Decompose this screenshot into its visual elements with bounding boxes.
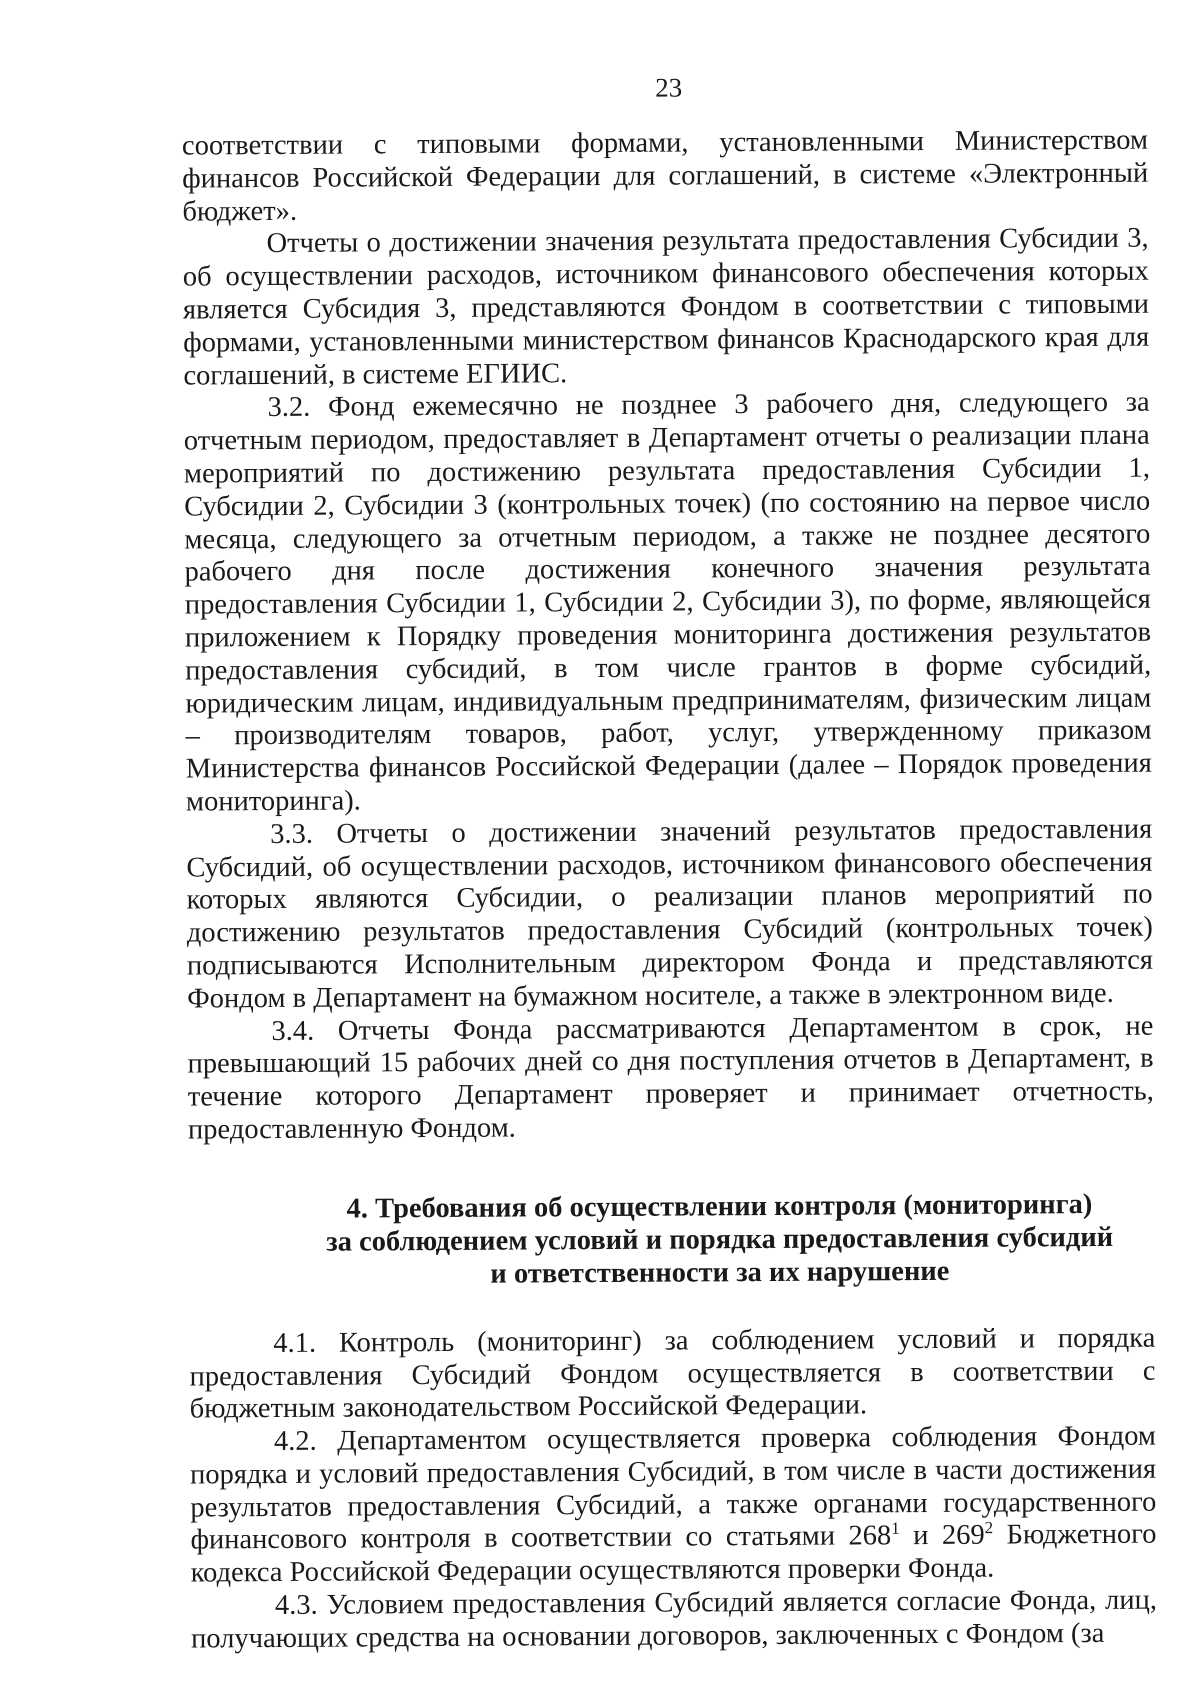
paragraph-3-4: 3.4. Отчеты Фонда рассматриваются Департаментом в срок, не превышающий 15 рабочих дней со дня поступления отчетов в Департамент, в течение которого Департамент проверяет и принимает отчетность, предоставленную Фондом. (187, 1010, 1154, 1146)
paragraph-reports-subsidy-3: Отчеты о достижении значения результата предоставления Субсидии 3, об осуществлении расходов, источником финансового обеспечения которых является Субсидия 3, представляются Фондом в соответствии с типовыми формами, установленными министерством финансов Краснодарского края для соглашений, в системе ЕГИИС. (182, 223, 1150, 392)
section-heading-line-3: и ответственности за их нарушение (490, 1255, 950, 1290)
paragraph-4-1: 4.1. Контроль (мониторинг) за соблюдением условий и порядка предоставления Субсидий Фондом осуществляется в соответствии с бюджетным законодательством Российской Федерации. (189, 1322, 1156, 1425)
footnote-superscript-2: 2 (984, 1518, 994, 1538)
paragraph-4-2 (190, 1421, 1157, 1591)
footnote-superscript-1: 1 (891, 1519, 900, 1539)
paragraph-4-2-text-middle: и 269 (899, 1520, 985, 1552)
document-body (182, 125, 1157, 1657)
section-heading (284, 1187, 1155, 1291)
paragraph-3-2: 3.2. Фонд ежемесячно не позднее 3 рабочего дня, следующего за отчетным периодом, предоставляет в Департамент отчеты о реализации плана мероприятий по достижению результата предоставления Субсидии 1, Субсидии 2, Субсидии 3 (контрольных точек) (по состоянию на первое число месяца, следующего за отчетным периодом, а также не позднее десятого рабочего дня после достижения конечного значения результата предоставления Субсидии 1, Субсидии 2, Субсидии 3), по форме, являющейся приложением к Порядку проведения мониторинга достижения результатов предоставления субсидий, в том числе грантов в форме субсидий, юридическим лицам, индивидуальным предпринимателям, физическим лицам – производителям товаров, работ, услуг, утвержденному приказом Министерства финансов Российской Федерации (далее – Порядок проведения мониторинга). (183, 387, 1152, 818)
section-heading-line-1: 4. Требования об осуществлении контроля (мониторинга) (346, 1188, 1093, 1225)
paragraph-continuation: соответствии с типовыми формами, установленными Министерством финансов Российской Федерации для соглашений, в системе «Электронный бюджет». (181, 124, 1149, 228)
paragraph-4-2-text-end: Бюджетного кодекса Российской Федерации осуществляются проверки Фонда. (190, 1519, 1157, 1589)
page-number: 23 (655, 72, 683, 103)
paragraph-4-2-text-start: 4.2. Департаментом осуществляется проверка соблюдения Фондом порядка и условий предоставления Субсидий, в том числе в части достижения результатов предоставления Субсидий, а также органами государственного финансового контроля в соответствии со статьями 268 (190, 1420, 1157, 1556)
section-heading-line-2: за соблюдением условий и порядка предоставления субсидий (326, 1221, 1114, 1258)
paragraph-3-3: 3.3. Отчеты о достижении значений результатов предоставления Субсидий, об осуществлении расходов, источником финансового обеспечения которых являются Субсидии, о реализации планов мероприятий по достижению результатов предоставления Субсидий (контрольных точек) подписываются Исполнительным директором Фонда и представляются Фондом в Департамент на бумажном носителе, а также в электронном виде. (186, 813, 1154, 1015)
paragraph-4-3: 4.3. Условием предоставления Субсидий является согласие Фонда, лиц, получающих средства на основании договоров, заключенных с Фондом (за (191, 1584, 1157, 1655)
